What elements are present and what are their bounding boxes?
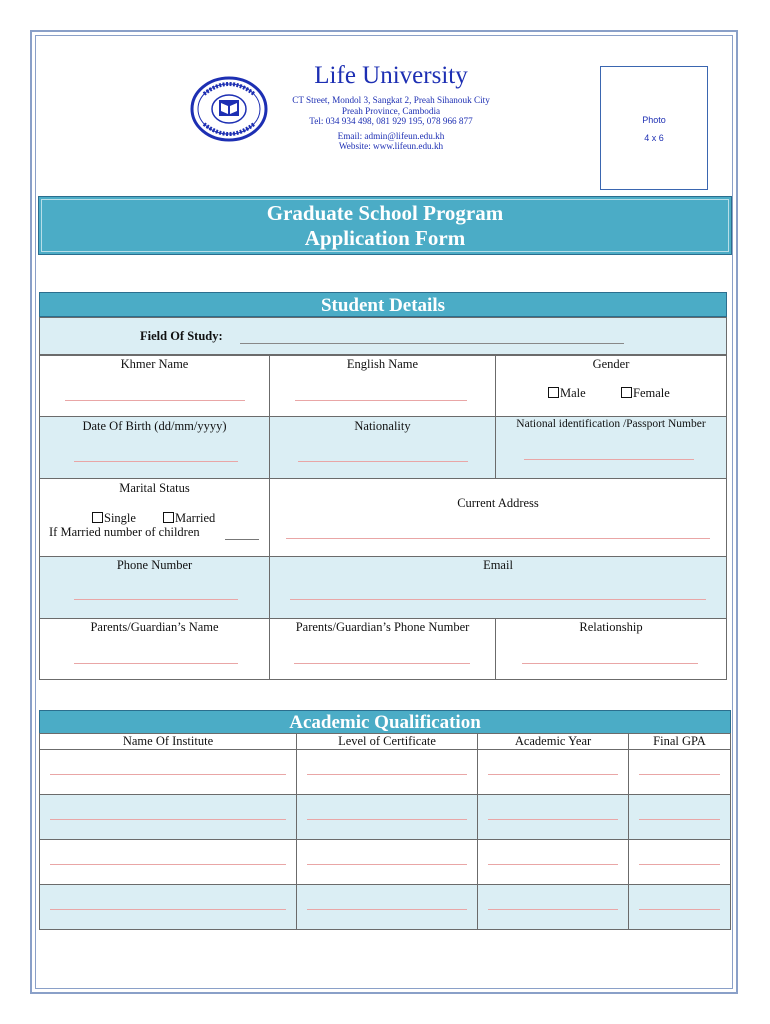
national-id-label: National identification /Passport Number	[516, 418, 706, 430]
academic-input-gpa[interactable]	[639, 774, 720, 775]
academic-cell-academic-year	[477, 749, 629, 795]
academic-input-certificate[interactable]	[307, 864, 467, 865]
khmer-name-cell	[39, 355, 270, 417]
academic-cell-institute	[39, 839, 297, 885]
col-header-certificate: Level of Certificate	[296, 733, 478, 750]
contact-email[interactable]: Email: admin@lifeun.edu.kh	[337, 130, 445, 141]
english-name-cell	[269, 355, 496, 417]
form-title-line-1: Graduate School Program	[266, 201, 504, 225]
gender-label: Gender	[592, 357, 630, 371]
academic-input-certificate[interactable]	[307, 819, 467, 820]
academic-input-gpa[interactable]	[639, 864, 720, 865]
academic-cell-gpa	[628, 839, 731, 885]
academic-cell-certificate	[296, 749, 478, 795]
academic-cell-certificate	[296, 839, 478, 885]
form-title-line-2: Application Form	[304, 226, 466, 250]
academic-input-academic-year[interactable]	[488, 909, 618, 910]
telephone: Tel: 034 934 498, 081 929 195, 078 966 877	[309, 116, 473, 126]
national-id-input[interactable]	[524, 459, 694, 460]
email-label: Email	[483, 558, 513, 572]
academic-cell-institute	[39, 884, 297, 930]
current-address-input[interactable]	[286, 538, 710, 539]
children-label: If Married number of children	[49, 525, 200, 539]
col-header-gpa: Final GPA	[628, 733, 731, 750]
guardian-phone-label: Parents/Guardian’s Phone Number	[295, 620, 470, 634]
academic-input-institute[interactable]	[50, 774, 286, 775]
photo-label: Photo	[642, 115, 666, 125]
current-address-label: Current Address	[457, 496, 539, 510]
guardian-name-cell	[39, 618, 270, 680]
field-of-study-label: Field Of Study:	[140, 329, 223, 343]
academic-qualification-header: Academic Qualification	[39, 710, 731, 734]
dob-cell	[39, 416, 270, 479]
photo-size: 4 x 6	[644, 133, 664, 143]
contact-block	[276, 95, 506, 152]
academic-input-institute[interactable]	[50, 819, 286, 820]
academic-cell-certificate	[296, 794, 478, 840]
gender-female-option[interactable]: Female	[621, 386, 670, 401]
university-logo	[190, 76, 268, 142]
nationality-input[interactable]	[298, 461, 468, 462]
phone-input[interactable]	[74, 599, 238, 600]
address-line-2: Preah Province, Cambodia	[341, 105, 441, 116]
marital-single-option[interactable]: Single	[92, 511, 136, 526]
academic-cell-certificate	[296, 884, 478, 930]
university-name: Life University	[314, 62, 468, 89]
phone-label: Phone Number	[116, 558, 193, 572]
relationship-cell	[495, 618, 727, 680]
academic-input-institute[interactable]	[50, 864, 286, 865]
academic-input-institute[interactable]	[50, 909, 286, 910]
academic-input-certificate[interactable]	[307, 774, 467, 775]
contact-website[interactable]: Website: www.lifeun.edu.kh	[338, 141, 444, 151]
academic-cell-gpa	[628, 884, 731, 930]
field-of-study-input[interactable]	[240, 343, 624, 344]
nationality-label: Nationality	[354, 419, 411, 433]
guardian-name-label: Parents/Guardian’s Name	[90, 620, 219, 634]
academic-cell-academic-year	[477, 884, 629, 930]
nationality-cell	[269, 416, 496, 479]
guardian-phone-input[interactable]	[294, 663, 470, 664]
academic-cell-institute	[39, 749, 297, 795]
email-input[interactable]	[290, 599, 706, 600]
col-header-academic-year: Academic Year	[477, 733, 629, 750]
khmer-name-label: Khmer Name	[120, 357, 189, 371]
guardian-phone-cell	[269, 618, 496, 680]
col-header-institute: Name Of Institute	[39, 733, 297, 750]
academic-cell-academic-year	[477, 794, 629, 840]
academic-input-gpa[interactable]	[639, 909, 720, 910]
email-cell	[269, 556, 727, 619]
academic-cell-gpa	[628, 749, 731, 795]
academic-input-gpa[interactable]	[639, 819, 720, 820]
relationship-input[interactable]	[522, 663, 698, 664]
academic-input-academic-year[interactable]	[488, 819, 618, 820]
children-count-input[interactable]	[225, 539, 259, 540]
single-checkbox[interactable]	[92, 512, 103, 523]
english-name-input[interactable]	[295, 400, 467, 401]
form-title-banner	[38, 196, 732, 255]
male-checkbox[interactable]	[548, 387, 559, 398]
marital-status-label: Marital Status	[119, 481, 190, 495]
photo-box[interactable]	[600, 66, 708, 190]
marital-status-cell	[39, 478, 270, 557]
phone-cell	[39, 556, 270, 619]
gender-cell	[495, 355, 727, 417]
academic-cell-academic-year	[477, 839, 629, 885]
national-id-cell	[495, 416, 727, 479]
academic-input-academic-year[interactable]	[488, 774, 618, 775]
english-name-label: English Name	[346, 357, 419, 371]
gender-male-option[interactable]: Male	[548, 386, 586, 401]
academic-input-certificate[interactable]	[307, 909, 467, 910]
dob-label: Date Of Birth (dd/mm/yyyy)	[82, 419, 227, 433]
current-address-cell	[269, 478, 727, 557]
academic-input-academic-year[interactable]	[488, 864, 618, 865]
dob-input[interactable]	[74, 461, 238, 462]
marital-married-option[interactable]: Married	[163, 511, 215, 526]
married-checkbox[interactable]	[163, 512, 174, 523]
khmer-name-input[interactable]	[65, 400, 245, 401]
field-of-study-row	[39, 317, 727, 355]
guardian-name-input[interactable]	[74, 663, 238, 664]
address-line-1: CT Street, Mondol 3, Sangkat 2, Preah Sihanouk City	[292, 95, 490, 105]
academic-cell-institute	[39, 794, 297, 840]
student-details-header: Student Details	[39, 292, 727, 317]
relationship-label: Relationship	[579, 620, 643, 634]
female-checkbox[interactable]	[621, 387, 632, 398]
academic-cell-gpa	[628, 794, 731, 840]
